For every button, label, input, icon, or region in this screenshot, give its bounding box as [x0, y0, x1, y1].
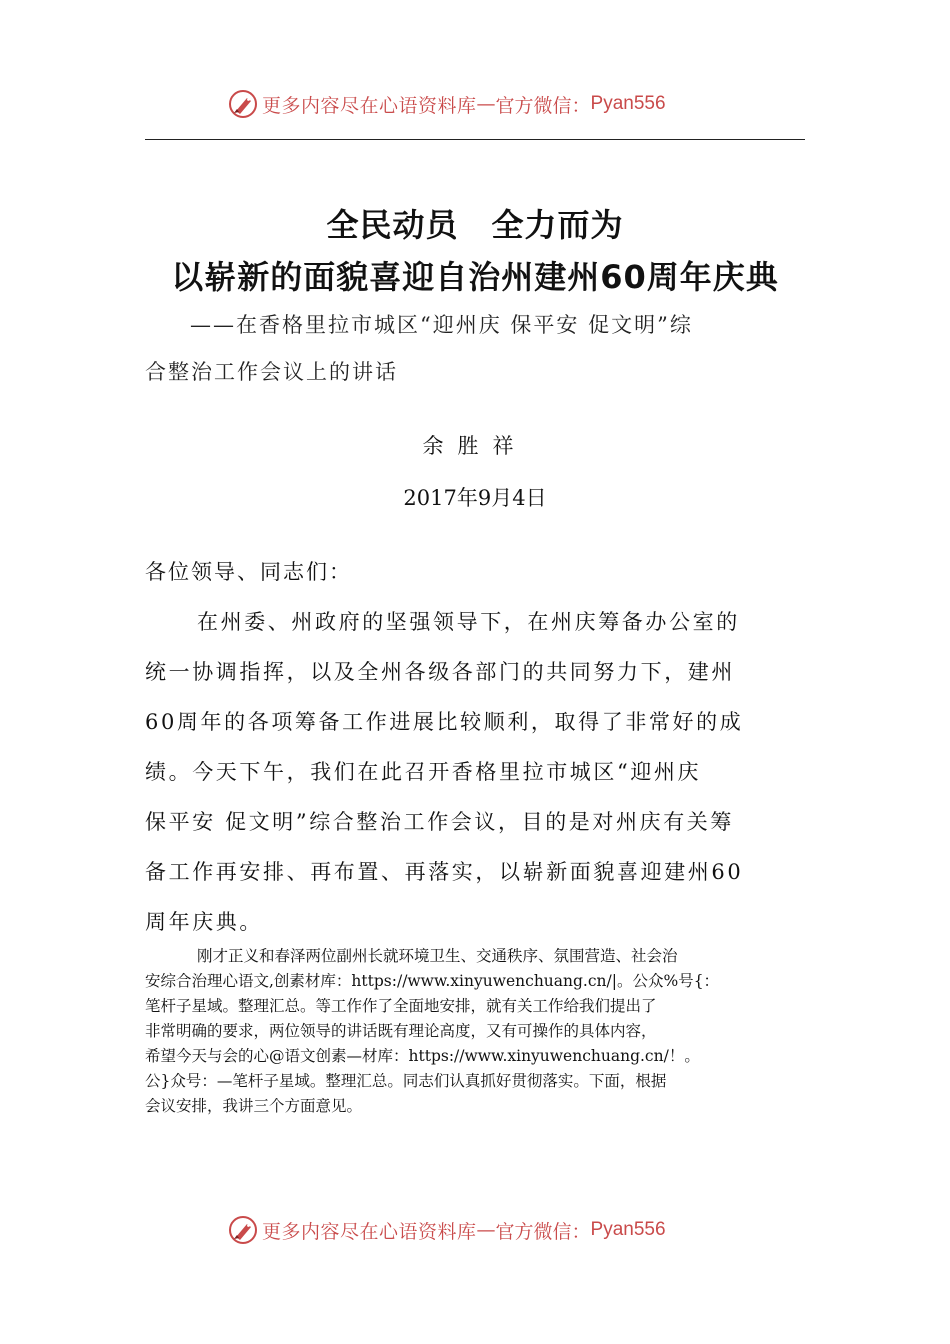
paragraph-line: 在州委、州政府的坚强领导下，在州庆筹备办公室的 — [197, 610, 740, 634]
banner-wechat-id: Pyan556 — [590, 1219, 666, 1240]
banner-text: 更多内容尽在心语资料库 — [262, 94, 477, 117]
small-paragraph-line: 希望今天与会的心@语文创素—材库：https://www.xinyuwenchuang.cn/！。 — [145, 1047, 700, 1065]
banner-label: 官方微信： — [495, 1220, 591, 1243]
date: 2017年9月4日 — [403, 486, 547, 510]
footer-banner — [228, 1212, 666, 1248]
small-paragraph-line: 公}众号：—笔杆子星域。整理汇总。同志们认真抓好贯彻落实。下面，根据 — [145, 1072, 667, 1090]
pen-nib-logo-icon — [228, 1215, 258, 1245]
paragraph-line: 周年庆典。 — [145, 910, 263, 934]
subtitle-line-2: 合整治工作会议上的讲话 — [145, 360, 398, 384]
greeting: 各位领导、同志们： — [145, 560, 352, 584]
banner-dash: — — [476, 1219, 496, 1241]
small-paragraph-line: 会议安排，我讲三个方面意见。 — [145, 1097, 363, 1115]
small-paragraph-line: 安综合治理心语文,创素材库：https://www.xinyuwenchuang.cn/|。公众%号{： — [145, 972, 720, 990]
header-banner — [228, 86, 666, 122]
author: 余胜祥 — [422, 434, 528, 458]
pen-nib-logo-icon — [228, 89, 258, 119]
paragraph-line: 统一协调指挥，以及全州各级各部门的共同努力下，建州 — [145, 660, 735, 684]
banner-label: 官方微信： — [495, 94, 591, 117]
title-line-1: 全民动员 全力而为 — [326, 206, 624, 244]
small-paragraph-line: 笔杆子星域。整理汇总。等工作作了全面地安排，就有关工作给我们提出了 — [145, 997, 657, 1015]
small-paragraph-line: 非常明确的要求，两位领导的讲话既有理论高度，又有可操作的具体内容， — [145, 1022, 657, 1040]
header-divider — [145, 139, 805, 140]
paragraph-line: 保平安 促文明”综合整治工作会议，目的是对州庆有关筹 — [145, 810, 735, 834]
paragraph-line: 绩。今天下午，我们在此召开香格里拉市城区“迎州庆 — [145, 760, 702, 784]
title-line-2: 以崭新的面貌喜迎自治州建州60周年庆典 — [171, 258, 779, 296]
banner-dash: — — [476, 93, 496, 115]
paragraph-line: 60周年的各项筹备工作进展比较顺利，取得了非常好的成 — [145, 710, 744, 734]
banner-wechat-id: Pyan556 — [590, 93, 666, 114]
subtitle-line-1: ——在香格里拉市城区“迎州庆 保平安 促文明”综 — [190, 313, 693, 337]
banner-text: 更多内容尽在心语资料库 — [262, 1220, 477, 1243]
paragraph-line: 备工作再安排、再布置、再落实，以崭新面貌喜迎建州60 — [145, 860, 744, 884]
small-paragraph-line: 刚才正义和春泽两位副州长就环境卫生、交通秩序、氛围营造、社会治 — [197, 947, 678, 965]
